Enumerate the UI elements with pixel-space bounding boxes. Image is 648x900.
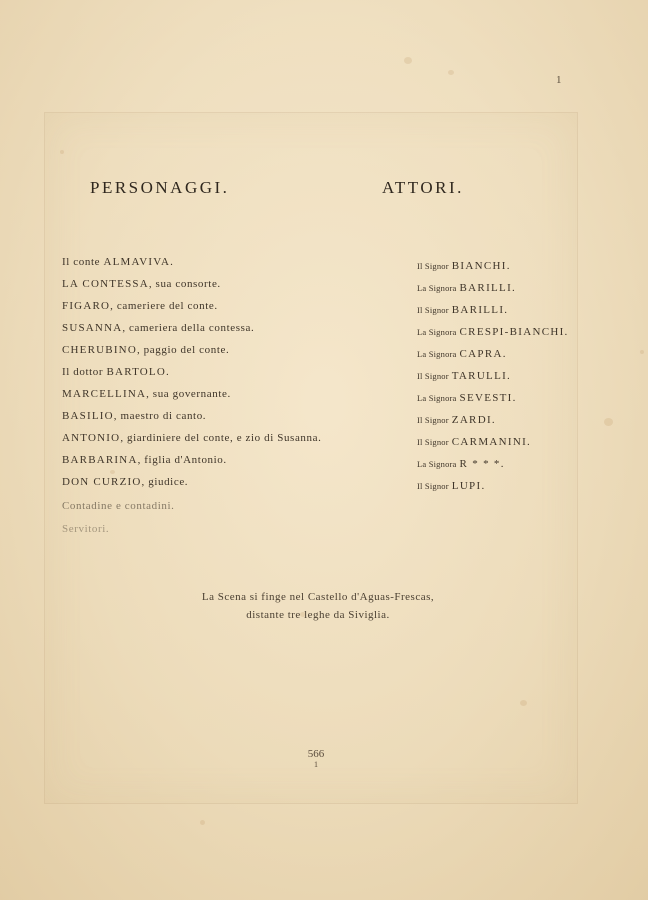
actor-name: ZARDI. xyxy=(451,414,496,426)
cast-row xyxy=(0,300,648,320)
role-name: MARCELLINA xyxy=(62,388,147,400)
role-description: , giardiniere del conte, e zio di Susanna. xyxy=(120,432,322,444)
signature-mark: 1 xyxy=(556,74,562,86)
extras-row xyxy=(0,500,648,520)
role-name: BARBARINA xyxy=(62,454,138,466)
extra-role: Servitori. xyxy=(62,523,110,535)
role-name: FIGARO xyxy=(62,300,111,312)
page-subnumber: 1 xyxy=(314,760,318,769)
role-name: DON CURZIO xyxy=(62,476,142,488)
foxing-spot xyxy=(404,57,412,64)
role-name: ANTONIO xyxy=(62,432,121,444)
foxing-spot xyxy=(60,150,64,154)
actor xyxy=(417,410,496,428)
page-number: 566 xyxy=(307,748,325,760)
cast-row xyxy=(0,454,648,474)
extras-row xyxy=(0,523,648,543)
actor xyxy=(417,476,486,494)
actor xyxy=(417,366,511,384)
role-description: . xyxy=(170,256,174,268)
actor-title: La Signora xyxy=(417,327,457,337)
role xyxy=(62,366,169,378)
foxing-spot xyxy=(448,70,454,75)
actor xyxy=(417,278,516,296)
actor-name: SEVESTI. xyxy=(459,392,517,404)
actor-name: BIANCHI. xyxy=(451,260,511,272)
cast-row xyxy=(0,344,648,364)
cast-row xyxy=(0,322,648,342)
actor-name: CARMANINI. xyxy=(451,436,532,448)
actor-name: BARILLI. xyxy=(451,304,509,316)
actor-name: CAPRA. xyxy=(459,348,507,360)
role-description: , giudice. xyxy=(141,476,189,488)
actor-title: Il Signor xyxy=(417,481,449,491)
role-description: , sua consorte. xyxy=(148,278,221,290)
cast-row xyxy=(0,476,648,496)
actor xyxy=(417,454,505,472)
actor-title: Il Signor xyxy=(417,261,449,271)
role-prefix: Il dottor xyxy=(62,366,104,378)
role-prefix: Il conte xyxy=(62,256,101,268)
role xyxy=(62,454,227,466)
foxing-spot xyxy=(200,820,205,825)
role-name: ALMAVIVA xyxy=(103,256,171,268)
role xyxy=(62,322,254,334)
role-description: , cameriera della contessa. xyxy=(122,322,255,334)
role xyxy=(62,410,206,422)
actor-title: Il Signor xyxy=(417,371,449,381)
actor xyxy=(417,300,508,318)
role xyxy=(62,256,173,268)
cast-row xyxy=(0,278,648,298)
role xyxy=(62,344,229,356)
cast-row xyxy=(0,410,648,430)
role-description: , cameriere del conte. xyxy=(110,300,218,312)
actor-title: La Signora xyxy=(417,459,457,469)
actor xyxy=(417,322,569,340)
actor-title: Il Signor xyxy=(417,415,449,425)
role xyxy=(62,476,188,488)
role xyxy=(62,278,221,290)
actor xyxy=(417,432,531,450)
actor xyxy=(417,388,517,406)
scene-line: distante tre leghe da Siviglia. xyxy=(246,609,390,621)
actor-title: La Signora xyxy=(417,349,457,359)
role-name: BARTOLO xyxy=(106,366,167,378)
cast-row xyxy=(0,256,648,276)
role-description: , sua governante. xyxy=(146,388,231,400)
actor-title: La Signora xyxy=(417,393,457,403)
actor-title: La Signora xyxy=(417,283,457,293)
cast-row xyxy=(0,432,648,452)
actor-name: R * * *. xyxy=(459,458,505,470)
foxing-spot xyxy=(520,700,527,706)
role-name: SUSANNA xyxy=(62,322,123,334)
role-description: , paggio del conte. xyxy=(136,344,230,356)
cast-row xyxy=(0,366,648,386)
role-name: LA CONTESSA xyxy=(62,278,149,290)
scene-line: La Scena si finge nel Castello d'Aguas-Frescas, xyxy=(201,591,435,603)
role-description: . xyxy=(166,366,170,378)
role-description: , maestro di canto. xyxy=(113,410,207,422)
actor xyxy=(417,256,511,274)
actor-name: LUPI. xyxy=(451,480,486,492)
role-name: BASILIO xyxy=(62,410,114,422)
heading-attori: ATTORI. xyxy=(382,178,464,197)
role xyxy=(62,432,321,444)
actor-name: TARULLI. xyxy=(451,370,512,382)
actor-title: Il Signor xyxy=(417,437,449,447)
role-description: , figlia d'Antonio. xyxy=(137,454,227,466)
actor xyxy=(417,344,507,362)
role-name: CHERUBINO xyxy=(62,344,137,356)
actor-name: CRESPI-BIANCHI. xyxy=(459,326,569,338)
extra-role: Contadine e contadini. xyxy=(62,500,175,512)
actor-title: Il Signor xyxy=(417,305,449,315)
role xyxy=(62,388,231,400)
role xyxy=(62,300,218,312)
actor-name: BARILLI. xyxy=(459,282,517,294)
cast-row xyxy=(0,388,648,408)
heading-personaggi: PERSONAGGI. xyxy=(90,178,230,197)
